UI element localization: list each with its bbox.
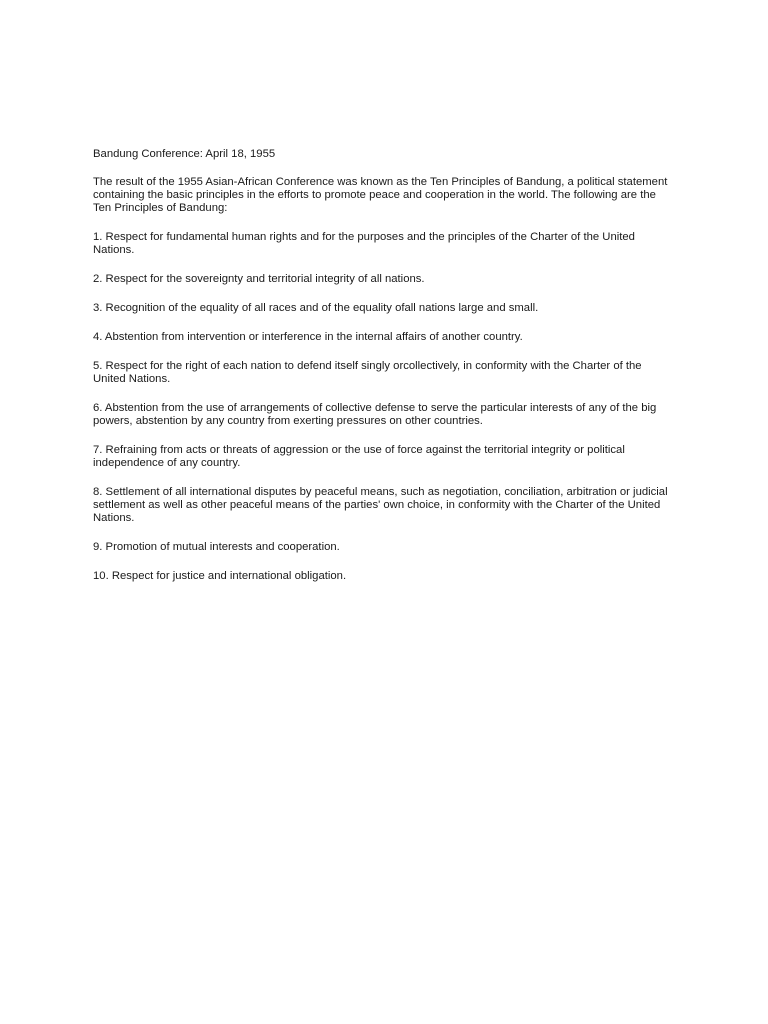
- document-title: Bandung Conference: April 18, 1955: [93, 148, 276, 160]
- principle-item-9: 9. Promotion of mutual interests and cooperation.: [93, 541, 340, 553]
- principle-item-7: 7. Refraining from acts or threats of aggression or the use of force against the territorial integrity or political independence of any country.: [93, 444, 625, 469]
- principle-item-3: 3. Recognition of the equality of all races and of the equality ofall nations large and small.: [93, 302, 539, 314]
- principle-item-5: 5. Respect for the right of each nation to defend itself singly orcollectively, in conformity with the Charter of the United Nations.: [93, 360, 642, 385]
- principle-item-10: 10. Respect for justice and international obligation.: [93, 570, 347, 582]
- principle-item-2: 2. Respect for the sovereignty and territorial integrity of all nations.: [93, 273, 425, 285]
- intro-paragraph: The result of the 1955 Asian-African Conference was known as the Ten Principles of Bandung, a political statement containing the basic principles in the efforts to promote peace and cooperation in the world. The following are the Ten Principles of Bandung:: [93, 176, 668, 214]
- document-page: [93, 148, 671, 599]
- principle-item-1: 1. Respect for fundamental human rights and for the purposes and the principles of the Charter of the United Nations.: [93, 231, 635, 256]
- principle-item-6: 6. Abstention from the use of arrangements of collective defense to serve the particular interests of any of the big powers, abstention by any country from exerting pressures on other countries.: [93, 402, 657, 427]
- principle-item-8: 8. Settlement of all international disputes by peaceful means, such as negotiation, conciliation, arbitration or judicial settlement as well as other peaceful means of the parties' own choice, in conformity with the Charter of the United Nations.: [93, 486, 668, 524]
- principle-item-4: 4. Abstention from intervention or interference in the internal affairs of another country.: [93, 331, 523, 343]
